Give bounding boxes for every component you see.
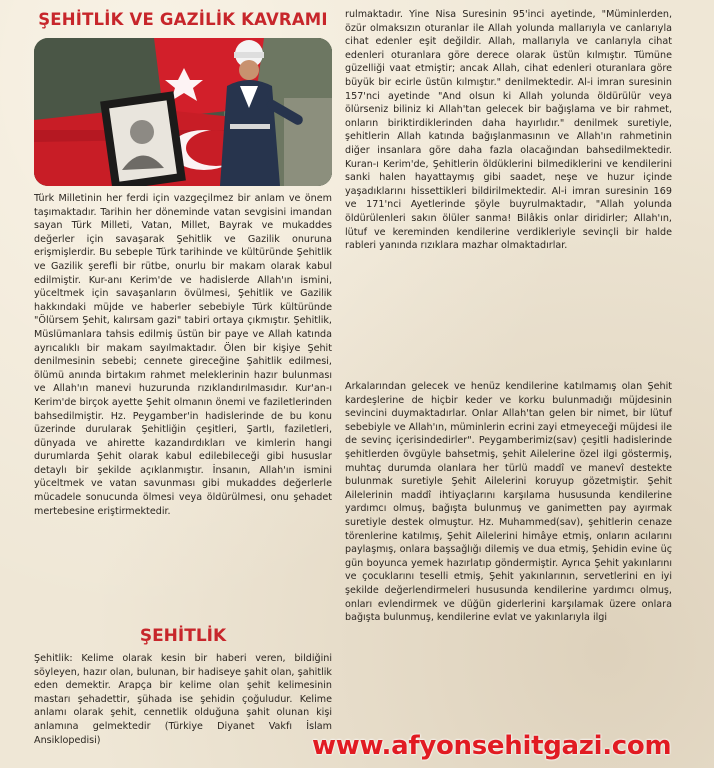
right-column-body-2 xyxy=(345,380,672,625)
website-watermark: www.afyonsehitgazi.com xyxy=(312,731,672,761)
paragraph: rulmaktadır. Yine Nisa Suresinin 95'inci ayetinde, "Müminlerden, özür olmaksızın oturanlar ile Allah yolunda mallarıyla ve canlarıyla cihat edenler eşit değildir. Allah, mallarıyla ve canlarıyla cihat edenleri oturanlara göre derece olarak üstün kılmıştır. Tümüne güzelliği vaat etmiştir; ancak Allah, cihat edenleri oturanlara göre büyük bir ecirle üstün kılmıştır." denilmektedir. Al-i imran suresinin 157'nci ayetinde "And olsun ki Allah yolunda öldürülür veya ölürseniz biliniz ki Allah'tan gelecek bir bağışlama ve bir rahmet, onların biriktirdiklerinden daha hayırlıdır." denilmek suretiyle, şehitlerin Allah katında bağışlanmasının ve Allah'ın rahmetinin diğer insanlara göre daha fazla olacağından bahsedilmektedir. Kuran-ı Kerim'de, Şehitlerin öldüklerini bilmediklerini ve kendilerini sanki halen hayattaymış gibi saadet, neşe ve huzur içinde yaşadıklarını hissettikleri bildirilmektedir. Al-i imran suresinin 169 ve 171'nci Ayetlerinde şöyle buyrulmaktadır, "Allah yolunda öldürülenleri sakın ölüler sanma! Bilâkis onlar diridirler; Allah'ın, lütuf ve kereminden kendilerine verdikleriyle sevinçli bir halde rableri yanında rızıklara mazhar olmaktadırlar. xyxy=(345,9,672,252)
left-column-body xyxy=(34,192,332,518)
memorial-photo-icon xyxy=(34,38,332,186)
paragraph: Türk Milletinin her ferdi için vazgeçilmez bir anlam ve önem taşımaktadır. Tarihin her döneminde vatan sevgisini imandan sayan Türk Milleti, Vatan, Millet, Bayrak ve mukaddes değerler için savaşarak Şehitlik ve Gazilik onuruna erişmişlerdir. Bu sebeple Türk tarihinde ve kültüründe Şehitlik ve Gazilik şerefli bir rütbe, onurlu bir makam olarak kabul edilmiştir. Kur-anı Kerim'de ve hadislerde Allah'ın ismini, yüceltmek için savaşanların övülmesi, Şehitlik ve Gazilik hakkındaki müjde ve haberler sebebiyle Türk kültüründe "Ölürsem Şehit, kalırsam gazi" tabiri ortaya çıkmıştır. Şehitlik, Müslümanlara tahsis edilmiş üstün bir paye ve Allah katında ayrıcalıklı bir makam sayılmaktadır. Ölen bir kişiye Şehit denilmesinin sebebi; cennete gireceğine Şahitlik edilmesi, ölümü anında birtakım rahmet meleklerinin hazır bulunması ve Allah'ın manevi huzurunda rızıklandırılmasıdır. Kur'an-ı Kerim'de birçok ayette Şehit olmanın önemi ve faziletlerinden bahsedilmiştir. Hz. Peygamber'in hadislerinde de bu konu üzerinde durularak Şehitliğin çeşitleri, Şartlı, faziletleri, dünyada ve ahirette kazandırdıkları ve kimlerin hangi durumlarda Şehit olarak kabul edilebileceği gibi hususlar detaylı bir şekilde açıklanmıştır. İnsanın, Allah'ın ismini yüceltmek ve vatan savunması gibi mukaddes değerlerle mücadele sonucunda ölmesi veya öldürülmesi, onu şehadet mertebesine eriştirmektedir. xyxy=(34,193,332,517)
left-column-body-2 xyxy=(34,652,332,747)
memorial-photo xyxy=(34,38,332,186)
section-heading: ŞEHİTLİK xyxy=(139,626,227,646)
paragraph: Arkalarından gelecek ve henüz kendilerine katılmamış olan Şehit kardeşlerine de hiçbir keder ve korku bulunmadığı müjdesinin sevincini duymaktadırlar. Onlar Allah'tan gelen bir nimet, bir lütuf sebebiyle ve Allah'ın, müminlerin ecrini zayi etmeyeceği müjdesi ile de sevinç içerisindedirler". Peygamberimiz(sav) çeşitli hadislerinde şehitlerden övgüyle bahsetmiş, şehit Ailelerine özel ilgi göstermiş, muhtaç durumda olanlara her türlü maddî ve manevî destekte bulunmak suretiyle Şehit Ailelerini koruyup gözetmiştir. Şehit Ailelerinin maddî ihtiyaçlarını karşılama hususunda kendilerine yardımcı olmuş, bağışta bulunmuş ve ganimetten pay ayırmak suretiyle destek olmuştur. Hz. Muhammed(sav), şehitlerin cenaze törenlerine katılmış, Şehit Ailelerini himâye etmiş, onların acılarını paylaşmış, onlara başsağlığı dilemiş ve dua etmiş, Şehidin evine üç gün boyunca yemek hazırlatıp göndermiştir. Ayrıca Şehit yakınlarını ve çocuklarını teselli etmiş, Şehit yakınlarının, servetlerini en iyi şekilde değerlendirmeleri hususunda kendilerine yardımcı olmuş, onları evlendirmek ve düğün giderlerini karşılamak üzere onlara bağışta bulunmuş, kendilerine evlat ve yakınlarıyla ilgi xyxy=(345,381,672,624)
paragraph: Şehitlik: Kelime olarak kesin bir haberi veren, bildiğini söyleyen, hazır olan, bulunan, bir hadiseye şahit olan, şahitlik eden demektir. Arapça bir kelime olan şehit kelimesinin mastarı şehadettir, şühada ise şehidin çoğuludur. Kelime anlamı olarak şehit, cennetlik olduğuna şahit olunan kişi anlamına gelmektedir (Türkiye Diyanet Vakfı İslam Ansiklopedisi) xyxy=(34,653,332,746)
article-title: ŞEHİTLİK VE GAZİLİK KAVRAMI xyxy=(38,10,328,29)
right-column-body xyxy=(345,8,672,253)
